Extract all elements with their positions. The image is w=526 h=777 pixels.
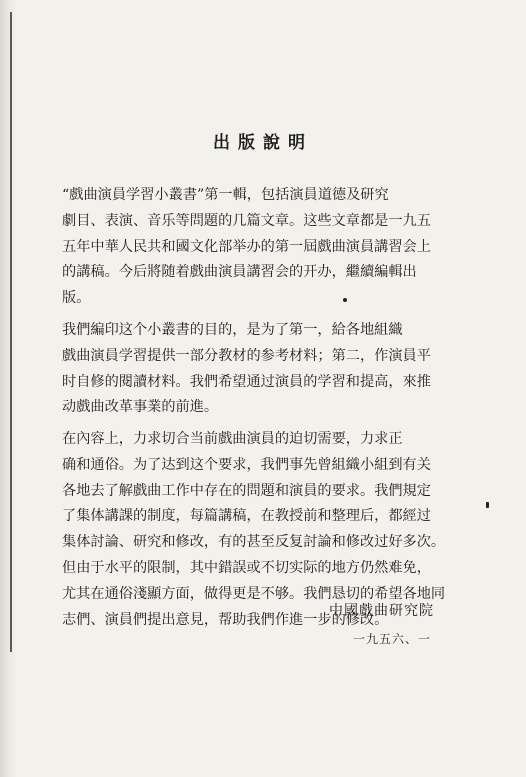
page-binding-edge [0,0,16,777]
paragraph-2 [62,318,462,421]
paragraph-line: 戲曲演員学習提供一部分教材的参考材料；第二，作演員平 [62,347,431,364]
paragraph-1 [62,183,462,312]
publication-date: 一九五六、一 [352,632,431,646]
paragraph-line: 志們、演員們提出意見，帮助我們作進一步的修改。 [62,611,389,628]
paragraph-line: 尤其在通俗淺顯方面，做得更是不够。我們恳切的希望各地同 [62,585,446,602]
paragraph-line: 了集体講課的制度，每篇講稿，在教授前和整理后，都經过 [62,508,431,525]
paragraph-line: 的講稿。今后將随着戲曲演員講習会的开办，繼續編輯出 [62,264,417,281]
paragraph-line: 我們編印这个小叢書的目的，是为了第一，給各地組織 [62,322,403,338]
paragraph-line: 集体討論、研究和修改，有的甚至反复討論和修改过好多次。 [62,534,446,551]
binding-shadow-line [10,12,12,652]
page-title: 出版說明 [213,133,313,153]
paragraph-line: 动戲曲改革事業的前進。 [62,399,219,416]
paragraph-line: 时自修的閱讀材料。我們希望通过演員的学習和提高，來推 [62,373,431,390]
paragraph-line: 确和通俗。为了达到这个要求，我們事先曾組織小組到有关 [62,456,431,473]
paragraph-line: 版。 [62,290,91,307]
paragraph-line: 五年中華人民共和國文化部举办的第一屆戲曲演員講習会上 [62,238,431,255]
paragraph-line: 在內容上，力求切合当前戲曲演員的迫切需要，力求正 [62,431,403,447]
signature: 中國戲曲研究院 [329,603,434,619]
paragraph-line: “戲曲演員学習小叢書”第一輯，包括演員道德及研究 [62,187,389,203]
paragraph-line: 劇目、表演、音乐等問題的几篇文章。这些文章都是一九五 [62,212,431,229]
paragraph-line: 各地去了解戲曲工作中存在的問題和演員的要求。我們規定 [62,482,431,499]
ink-speck [343,298,347,302]
ink-speck [486,502,489,508]
paragraph-line: 但由于水平的限制，其中錯誤或不切实际的地方仍然难免， [62,559,431,576]
